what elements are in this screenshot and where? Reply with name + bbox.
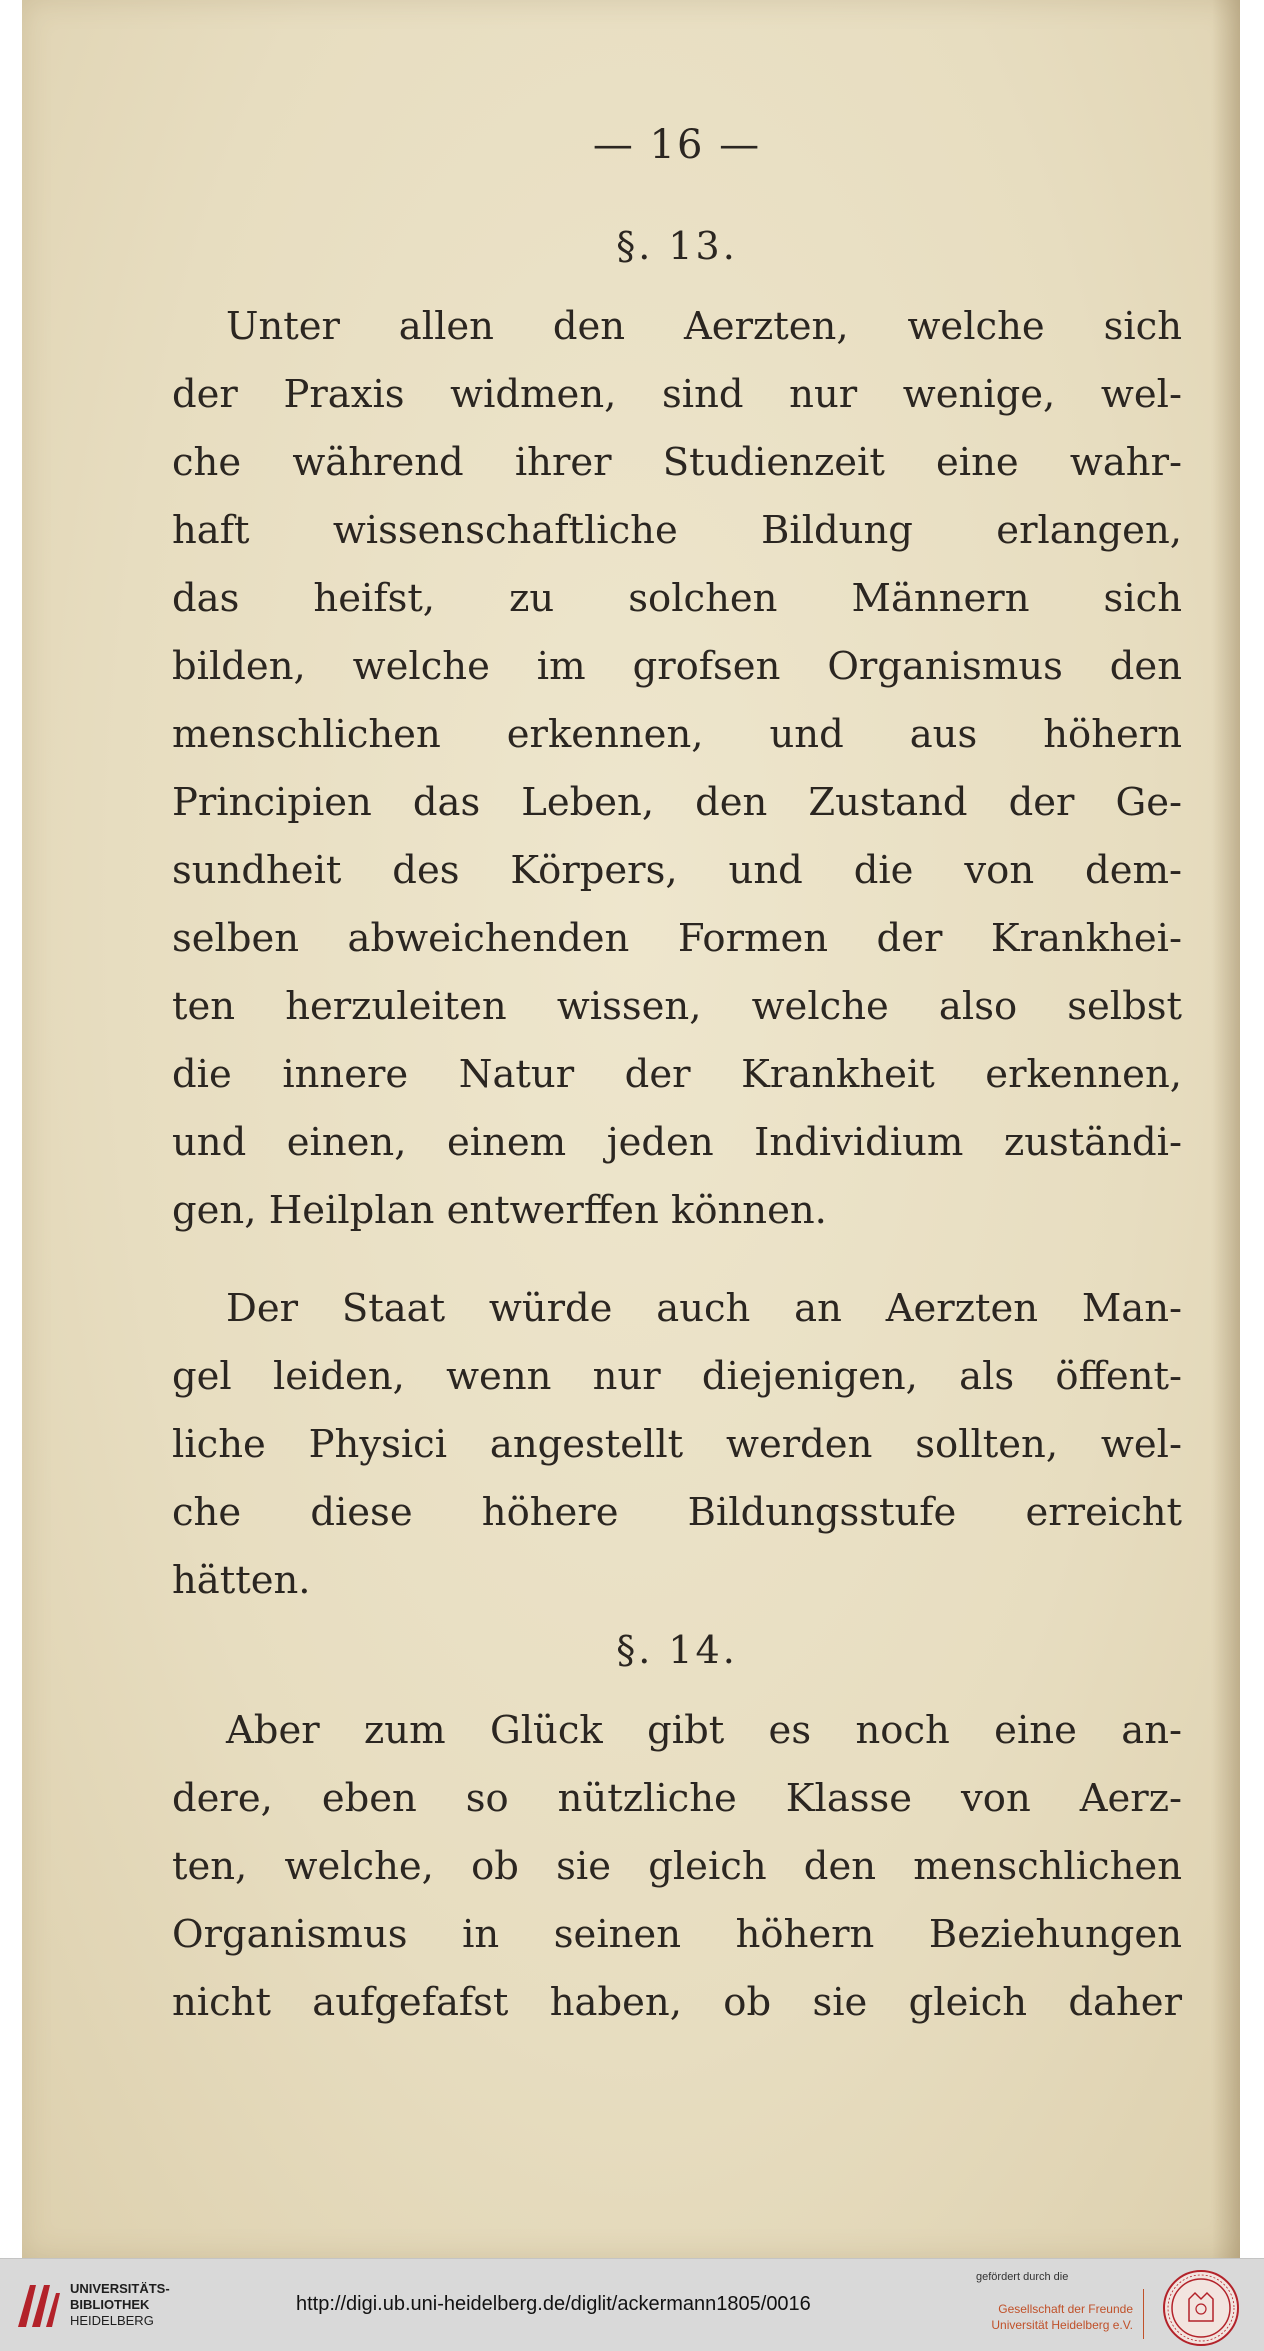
university-seal-icon [1162, 2269, 1240, 2347]
sponsor-divider [1143, 2289, 1144, 2339]
text-line: Principien das Leben, den Zustand der Ge- [172, 780, 1182, 825]
text-line: und einen, einem jeden Individium zuständi- [172, 1120, 1182, 1165]
text-line: haft wissenschaftliche Bildung erlangen, [172, 508, 1182, 553]
sponsor-name-line: Gesellschaft der Freunde [998, 2302, 1133, 2316]
text-line: bilden, welche im grofsen Organismus den [172, 644, 1182, 689]
text-line: menschlichen erkennen, und aus höhern [172, 712, 1182, 757]
text-line: ten herzuleiten wissen, welche also selbst [172, 984, 1182, 1029]
text-line: selben abweichenden Formen der Krankhei- [172, 916, 1182, 961]
permalink-url[interactable]: http://digi.ub.uni-heidelberg.de/diglit/ackermann1805/0016 [296, 2293, 811, 2315]
text-line: hätten. [172, 1558, 311, 1603]
text-line: nicht aufgefafst haben, ob sie gleich daher [172, 1980, 1182, 2025]
sponsor-name-line: Universität Heidelberg e.V. [991, 2318, 1133, 2332]
section-heading-13: §. 13. [616, 224, 738, 268]
text-line: Unter allen den Aerzten, welche sich [226, 304, 1182, 349]
text-line: gen, Heilplan entwerffen können. [172, 1188, 827, 1233]
text-line: Der Staat würde auch an Aerzten Man- [226, 1286, 1182, 1331]
page-number: — 16 — [592, 122, 762, 168]
text-line: sundheit des Körpers, und die von dem- [172, 848, 1182, 893]
text-line: die innere Natur der Krankheit erkennen, [172, 1052, 1182, 1097]
text-line: gel leiden, wenn nur diejenigen, als öffent- [172, 1354, 1182, 1399]
text-line: liche Physici angestellt werden sollten, wel- [172, 1422, 1182, 1467]
library-logo-icon [12, 2277, 62, 2333]
library-name-line: BIBLIOTHEK [70, 2297, 150, 2312]
library-name [70, 2281, 170, 2329]
library-name-line: HEIDELBERG [70, 2313, 154, 2328]
text-line: der Praxis widmen, sind nur wenige, wel- [172, 372, 1182, 417]
text-line: che diese höhere Bildungsstufe erreicht [172, 1490, 1182, 1535]
library-name-line: UNIVERSITÄTS- [70, 2281, 170, 2296]
text-line: das heifst, zu solchen Männern sich [172, 576, 1182, 621]
text-line: Aber zum Glück gibt es noch eine an- [226, 1708, 1182, 1753]
text-line: ten, welche, ob sie gleich den menschlichen [172, 1844, 1182, 1889]
page-edge-shadow [1212, 0, 1240, 2258]
section-heading-14: §. 14. [616, 1628, 738, 1672]
scanned-page [22, 0, 1240, 2258]
sponsor-name [983, 2301, 1133, 2333]
viewer-footer [0, 2258, 1264, 2351]
text-line: Organismus in seinen höhern Beziehungen [172, 1912, 1182, 1957]
text-line: dere, eben so nützliche Klasse von Aerz- [172, 1776, 1182, 1821]
text-line: che während ihrer Studienzeit eine wahr- [172, 440, 1182, 485]
sponsor-label: gefördert durch die [976, 2271, 1069, 2283]
